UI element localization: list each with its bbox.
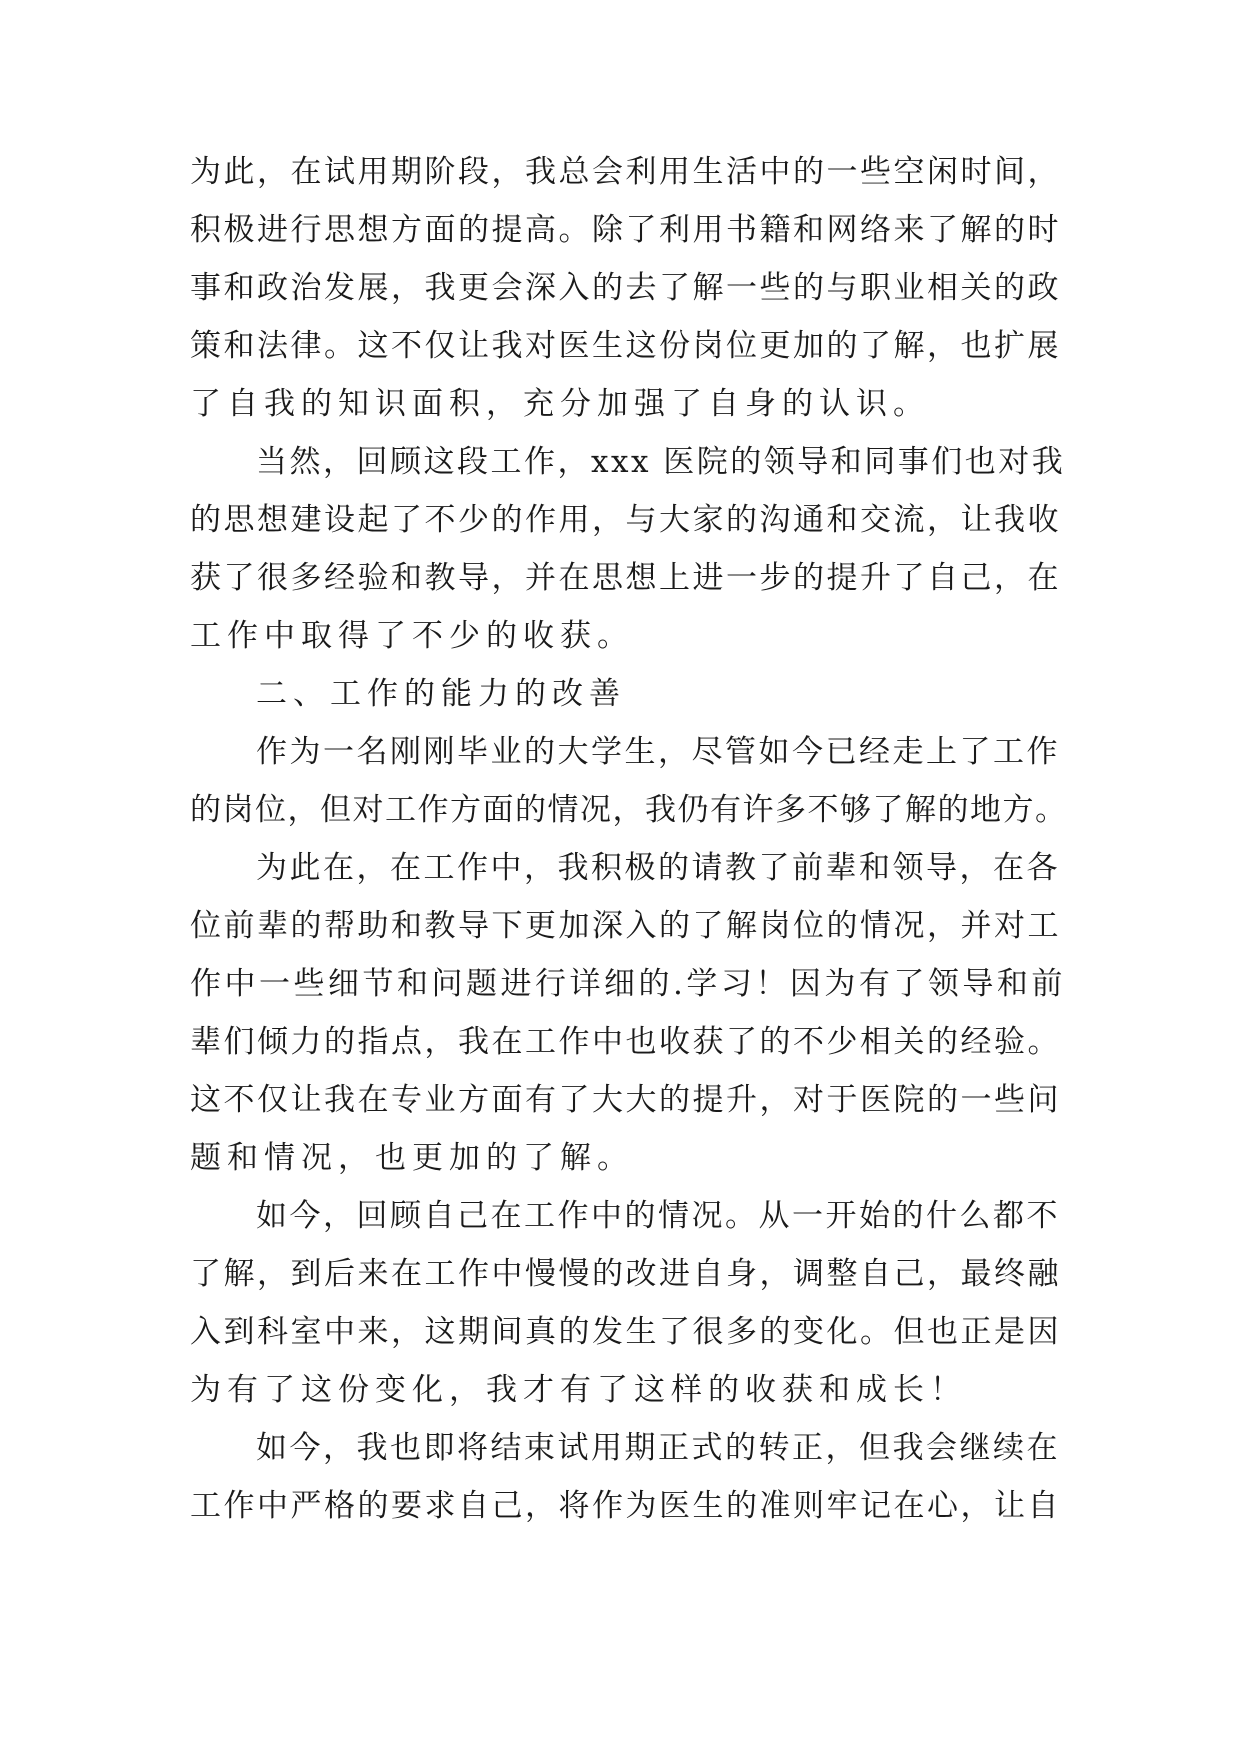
text-line: 了解，到后来在工作中慢慢的改进自身，调整自己，最终融: [190, 1256, 1061, 1292]
text-line: 如今，我也即将结束试用期正式的转正，但我会继续在: [256, 1430, 1060, 1466]
text-line: 的思想建设起了不少的作用，与大家的沟通和交流，让我收: [190, 502, 1061, 538]
text-line: 工作中取得了不少的收获。: [190, 618, 634, 654]
text-line: 积极进行思想方面的提高。除了利用书籍和网络来了解的时: [190, 212, 1061, 248]
text-line: 如今，回顾自己在工作中的情况。从一开始的什么都不: [256, 1198, 1060, 1234]
text-line: 的岗位，但对工作方面的情况，我仍有许多不够了解的地方。: [190, 792, 1068, 828]
text-line: 题和情况，也更加的了解。: [190, 1140, 634, 1176]
section-heading: 二、工作的能力的改善: [256, 676, 626, 712]
text-line: 辈们倾力的指点，我在工作中也收获了的不少相关的经验。: [190, 1024, 1061, 1060]
text-line: 这不仅让我在专业方面有了大大的提升，对于医院的一些问: [190, 1082, 1061, 1118]
text-line: 作中一些细节和问题进行详细的.学习！因为有了领导和前: [190, 966, 1066, 1002]
text-line: 工作中严格的要求自己，将作为医生的准则牢记在心，让自: [190, 1488, 1061, 1524]
text-line: 为有了这份变化，我才有了这样的收获和成长！: [190, 1372, 967, 1408]
text-line: 获了很多经验和教导，并在思想上进一步的提升了自己，在: [190, 560, 1061, 596]
text-line: 当然，回顾这段工作，xxx 医院的领导和同事们也对我: [256, 444, 1066, 480]
text-line: 位前辈的帮助和教导下更加深入的了解岗位的情况，并对工: [190, 908, 1061, 944]
text-line: 作为一名刚刚毕业的大学生，尽管如今已经走上了工作: [256, 734, 1060, 770]
text-line: 事和政治发展，我更会深入的去了解一些的与职业相关的政: [190, 270, 1061, 306]
text-line: 了自我的知识面积，充分加强了自身的认识。: [190, 386, 930, 422]
text-line: 策和法律。这不仅让我对医生这份岗位更加的了解，也扩展: [190, 328, 1061, 364]
text-line: 为此，在试用期阶段，我总会利用生活中的一些空闲时间，: [190, 154, 1061, 190]
text-line: 入到科室中来，这期间真的发生了很多的变化。但也正是因: [190, 1314, 1061, 1350]
text-line: 为此在，在工作中，我积极的请教了前辈和领导，在各: [256, 850, 1060, 886]
